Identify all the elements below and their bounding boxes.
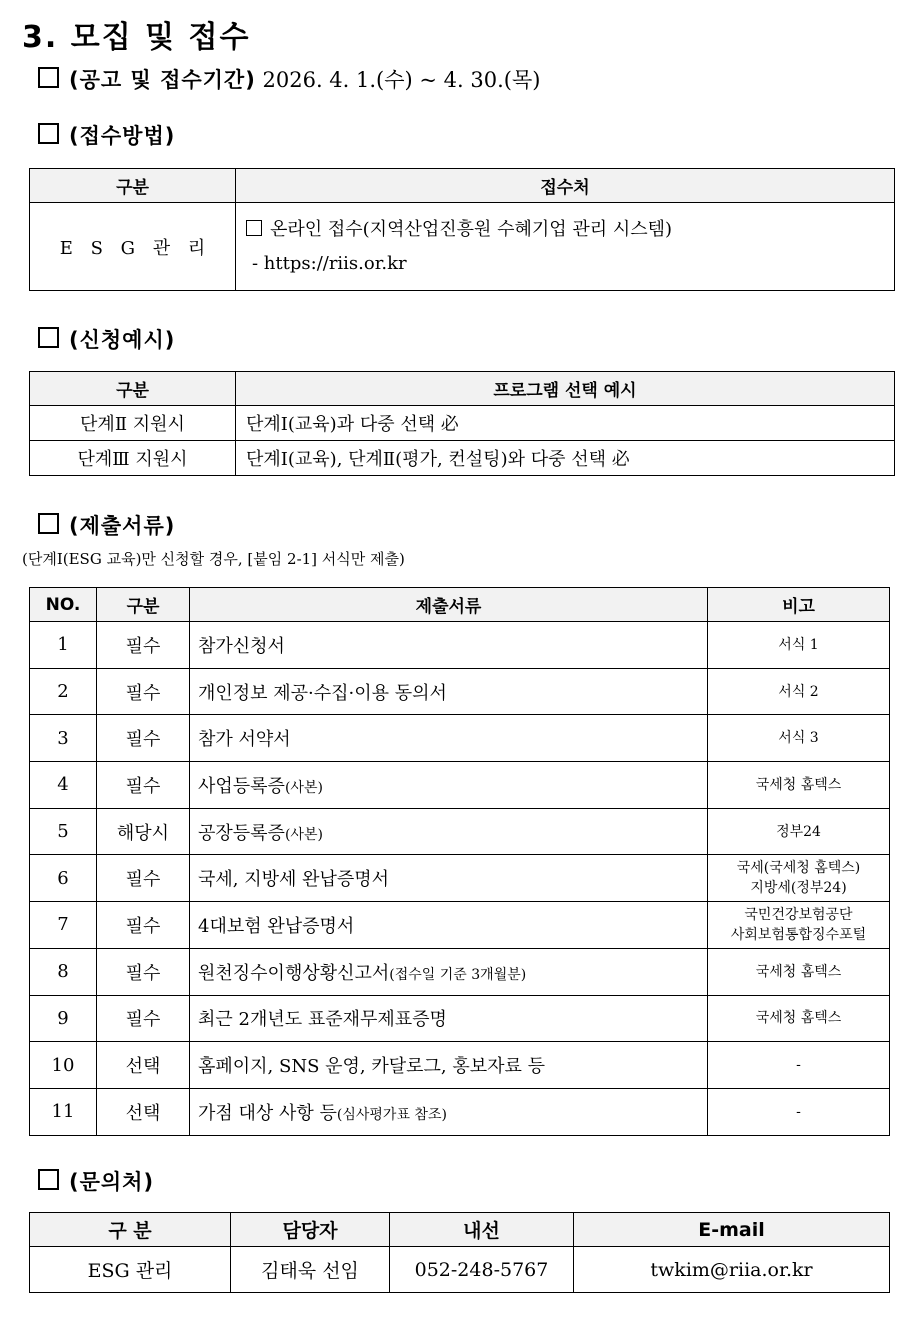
doc-name-text: 4대보험 완납증명서 bbox=[198, 915, 355, 937]
example-heading-text: (신청예시) bbox=[69, 328, 176, 352]
method-place bbox=[236, 203, 895, 291]
method-line2: - https://riis.or.kr bbox=[252, 252, 407, 274]
doc-name-text: 국세, 지방세 완납증명서 bbox=[198, 869, 390, 891]
application-period bbox=[38, 64, 540, 94]
doc-remark bbox=[708, 855, 890, 902]
doc-remark bbox=[708, 902, 890, 949]
table-row bbox=[30, 948, 890, 995]
section-title: 3. 모집 및 접수 bbox=[22, 20, 251, 55]
doc-name bbox=[190, 1042, 708, 1089]
inquiry-header-person: 담당자 bbox=[231, 1213, 390, 1247]
inquiry-email[interactable]: twkim@riia.or.kr bbox=[574, 1247, 890, 1293]
doc-type: 필수 bbox=[97, 715, 190, 762]
doc-remark bbox=[708, 668, 890, 715]
doc-remark-line2: 사회보험통합징수포털 bbox=[730, 926, 867, 943]
method-heading-text: (접수방법) bbox=[69, 124, 176, 148]
doc-name-text: 사업등록증 bbox=[198, 775, 285, 797]
doc-name-text: 가점 대상 사항 등 bbox=[198, 1102, 337, 1124]
doc-name-text: 최근 2개년도 표준재무제표증명 bbox=[198, 1009, 447, 1031]
doc-name bbox=[190, 902, 708, 949]
period-label: (공고 및 접수기간) bbox=[69, 68, 256, 92]
checkbox-icon bbox=[38, 327, 59, 348]
inquiry-table bbox=[29, 1212, 890, 1293]
doc-remark-line1: 국민건강보험공단 bbox=[744, 906, 853, 923]
documents-heading-text: (제출서류) bbox=[69, 514, 176, 538]
checkbox-icon bbox=[38, 67, 59, 88]
table-row bbox=[30, 855, 890, 902]
table-row bbox=[30, 762, 890, 809]
doc-remark bbox=[708, 948, 890, 995]
example-header-category: 구분 bbox=[30, 372, 236, 406]
doc-remark bbox=[708, 715, 890, 762]
checkbox-icon bbox=[246, 220, 262, 236]
doc-name bbox=[190, 622, 708, 669]
doc-remark-line1: 서식 3 bbox=[778, 730, 819, 747]
example-table bbox=[29, 371, 895, 476]
doc-remark-line1: - bbox=[796, 1057, 801, 1074]
table-row bbox=[30, 995, 890, 1042]
documents-heading bbox=[38, 510, 175, 540]
doc-name bbox=[190, 948, 708, 995]
docs-header-no: NO. bbox=[30, 588, 97, 622]
inquiry-header-ext: 내선 bbox=[390, 1213, 574, 1247]
doc-name bbox=[190, 1088, 708, 1135]
doc-remark bbox=[708, 1088, 890, 1135]
doc-no: 6 bbox=[30, 855, 97, 902]
inquiry-heading-text: (문의처) bbox=[69, 1170, 155, 1194]
checkbox-icon bbox=[38, 513, 59, 534]
method-header-place: 접수처 bbox=[236, 169, 895, 203]
doc-remark bbox=[708, 995, 890, 1042]
docs-header-name: 제출서류 bbox=[190, 588, 708, 622]
doc-no: 10 bbox=[30, 1042, 97, 1089]
doc-name bbox=[190, 808, 708, 855]
doc-remark-line1: - bbox=[796, 1103, 801, 1120]
doc-type: 필수 bbox=[97, 622, 190, 669]
doc-remark-line1: 정부24 bbox=[776, 823, 821, 840]
doc-type: 해당시 bbox=[97, 808, 190, 855]
doc-no: 8 bbox=[30, 948, 97, 995]
doc-name-note: (접수일 기준 3개월분) bbox=[389, 966, 527, 983]
doc-type: 선택 bbox=[97, 1042, 190, 1089]
method-category: E S G 관 리 bbox=[30, 203, 236, 291]
doc-remark-line1: 서식 1 bbox=[778, 636, 819, 653]
doc-no: 9 bbox=[30, 995, 97, 1042]
example-category: 단계Ⅱ 지원시 bbox=[30, 406, 236, 441]
table-row bbox=[30, 1042, 890, 1089]
doc-type: 필수 bbox=[97, 995, 190, 1042]
example-heading bbox=[38, 324, 175, 354]
period-value: 2026. 4. 1.(수) ~ 4. 30.(목) bbox=[262, 68, 541, 92]
doc-name-note: (사본) bbox=[284, 826, 323, 843]
doc-name-note: (사본) bbox=[284, 779, 323, 796]
doc-remark-line2: 지방세(정부24) bbox=[750, 880, 847, 897]
doc-name bbox=[190, 995, 708, 1042]
doc-no: 3 bbox=[30, 715, 97, 762]
doc-remark-line1: 국세청 홈텍스 bbox=[755, 1010, 842, 1027]
doc-name-text: 공장등록증 bbox=[198, 822, 285, 844]
doc-no: 11 bbox=[30, 1088, 97, 1135]
example-category: 단계Ⅲ 지원시 bbox=[30, 441, 236, 476]
documents-note: (단계Ⅰ(ESG 교육)만 신청할 경우, [붙임 2-1] 서식만 제출) bbox=[22, 550, 405, 568]
doc-no: 2 bbox=[30, 668, 97, 715]
inquiry-person: 김태욱 선임 bbox=[231, 1247, 390, 1293]
doc-remark bbox=[708, 808, 890, 855]
doc-no: 5 bbox=[30, 808, 97, 855]
checkbox-icon bbox=[38, 123, 59, 144]
docs-header-remark: 비고 bbox=[708, 588, 890, 622]
table-row bbox=[30, 715, 890, 762]
documents-table bbox=[29, 587, 890, 1136]
doc-name-text: 개인정보 제공·수집·이용 동의서 bbox=[198, 682, 447, 704]
doc-type: 필수 bbox=[97, 668, 190, 715]
doc-remark-line1: 국세청 홈텍스 bbox=[755, 963, 842, 980]
table-row bbox=[30, 668, 890, 715]
example-header-desc: 프로그램 선택 예시 bbox=[236, 372, 895, 406]
method-heading bbox=[38, 120, 175, 150]
doc-name bbox=[190, 715, 708, 762]
doc-no: 7 bbox=[30, 902, 97, 949]
doc-no: 1 bbox=[30, 622, 97, 669]
doc-remark bbox=[708, 622, 890, 669]
method-header-category: 구분 bbox=[30, 169, 236, 203]
example-desc: 단계Ⅰ(교육)과 다중 선택 必 bbox=[236, 406, 895, 441]
doc-remark bbox=[708, 1042, 890, 1089]
doc-name-note: (심사평가표 참조) bbox=[336, 1106, 447, 1123]
doc-remark-line1: 국세(국세청 홈텍스) bbox=[736, 860, 861, 877]
inquiry-category: ESG 관리 bbox=[30, 1247, 231, 1293]
doc-remark-line1: 국세청 홈텍스 bbox=[755, 776, 842, 793]
table-row bbox=[30, 902, 890, 949]
doc-remark-line1: 서식 2 bbox=[778, 683, 819, 700]
method-table bbox=[29, 168, 895, 291]
example-desc: 단계Ⅰ(교육), 단계Ⅱ(평가, 컨설팅)와 다중 선택 必 bbox=[236, 441, 895, 476]
inquiry-ext: 052-248-5767 bbox=[390, 1247, 574, 1293]
doc-name-text: 참가신청서 bbox=[198, 635, 285, 657]
doc-no: 4 bbox=[30, 762, 97, 809]
method-line1: 온라인 접수(지역산업진흥원 수혜기업 관리 시스템) bbox=[270, 218, 673, 240]
doc-name bbox=[190, 855, 708, 902]
doc-name bbox=[190, 668, 708, 715]
doc-type: 필수 bbox=[97, 948, 190, 995]
doc-type: 필수 bbox=[97, 762, 190, 809]
doc-name-text: 원천징수이행상황신고서 bbox=[198, 962, 390, 984]
doc-type: 필수 bbox=[97, 855, 190, 902]
checkbox-icon bbox=[38, 1169, 59, 1190]
doc-name bbox=[190, 762, 708, 809]
inquiry-header-email: E-mail bbox=[574, 1213, 890, 1247]
doc-remark bbox=[708, 762, 890, 809]
docs-header-type: 구분 bbox=[97, 588, 190, 622]
doc-type: 선택 bbox=[97, 1088, 190, 1135]
doc-name-text: 홈페이지, SNS 운영, 카달로그, 홍보자료 등 bbox=[198, 1056, 546, 1078]
table-row bbox=[30, 1088, 890, 1135]
doc-type: 필수 bbox=[97, 902, 190, 949]
inquiry-heading bbox=[38, 1166, 154, 1196]
table-row bbox=[30, 622, 890, 669]
table-row bbox=[30, 808, 890, 855]
doc-name-text: 참가 서약서 bbox=[198, 729, 291, 751]
inquiry-header-category: 구 분 bbox=[30, 1213, 231, 1247]
